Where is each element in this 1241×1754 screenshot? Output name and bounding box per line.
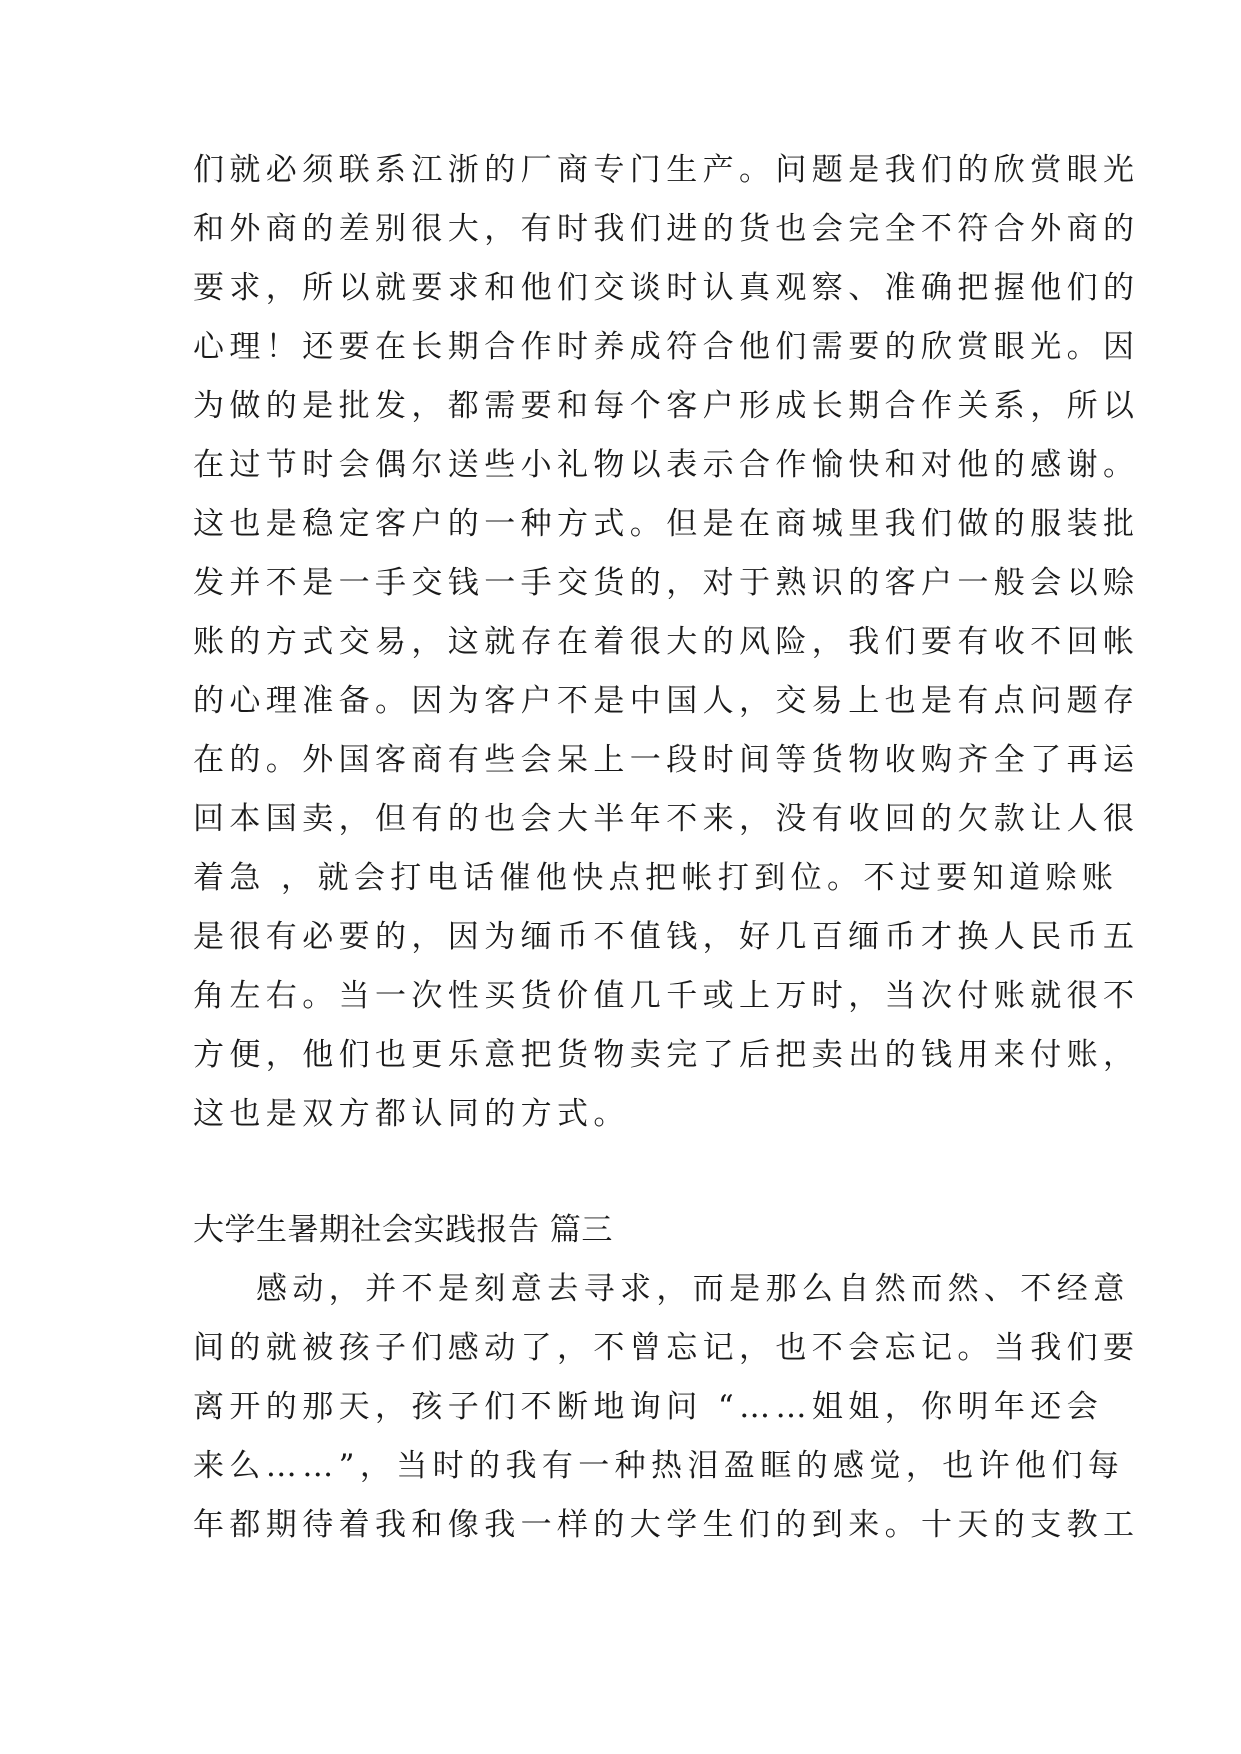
paragraph-line: 在的。外国客商有些会呆上一段时间等货物收购齐全了再运 [193, 742, 1140, 778]
paragraph-line: 着急 ，就会打电话催他快点把帐打到位。不过要知道赊账 [193, 860, 1119, 896]
paragraph-line: 的心理准备。因为客户不是中国人，交易上也是有点问题存 [193, 683, 1140, 719]
paragraph-line: 来么……”，当时的我有一种热泪盈眶的感觉，也许他们每 [193, 1448, 1125, 1484]
paragraph-line: 这也是稳定客户的一种方式。但是在商城里我们做的服装批 [193, 506, 1140, 542]
paragraph-line: 方便，他们也更乐意把货物卖完了后把卖出的钱用来付账， [193, 1037, 1140, 1073]
paragraph-line: 发并不是一手交钱一手交货的，对于熟识的客户一般会以赊 [193, 565, 1140, 601]
paragraph-line: 为做的是批发，都需要和每个客户形成长期合作关系，所以 [193, 388, 1140, 424]
section-heading: 大学生暑期社会实践报告 篇三 [193, 1212, 613, 1248]
paragraph-line: 账的方式交易，这就存在着很大的风险，我们要有收不回帐 [193, 624, 1140, 660]
paragraph-line: 是很有必要的，因为缅币不值钱，好几百缅币才换人民币五 [193, 919, 1140, 955]
paragraph-line: 心理！还要在长期合作时养成符合他们需要的欣赏眼光。因 [193, 329, 1140, 365]
paragraph-line: 这也是双方都认同的方式。 [193, 1096, 630, 1132]
paragraph-line: 和外商的差别很大，有时我们进的货也会完全不符合外商的 [193, 211, 1140, 247]
paragraph-line: 们就必须联系江浙的厂商专门生产。问题是我们的欣赏眼光 [193, 152, 1140, 188]
paragraph-line: 间的就被孩子们感动了，不曾忘记，也不会忘记。当我们要 [193, 1330, 1140, 1366]
paragraph-line: 离开的那天，孩子们不断地询问 “……姐姐，你明年还会 [193, 1389, 1104, 1425]
paragraph-line: 回本国卖，但有的也会大半年不来，没有收回的欠款让人很 [193, 801, 1140, 837]
paragraph-line: 要求，所以就要求和他们交谈时认真观察、准确把握他们的 [193, 270, 1140, 306]
paragraph-line: 角左右。当一次性买货价值几千或上万时，当次付账就很不 [193, 978, 1140, 1014]
paragraph-line: 感动，并不是刻意去寻求，而是那么自然而然、不经意 [256, 1271, 1130, 1307]
paragraph-line: 在过节时会偶尔送些小礼物以表示合作愉快和对他的感谢。 [193, 447, 1140, 483]
paragraph-line: 年都期待着我和像我一样的大学生们的到来。十天的支教工 [193, 1507, 1140, 1543]
